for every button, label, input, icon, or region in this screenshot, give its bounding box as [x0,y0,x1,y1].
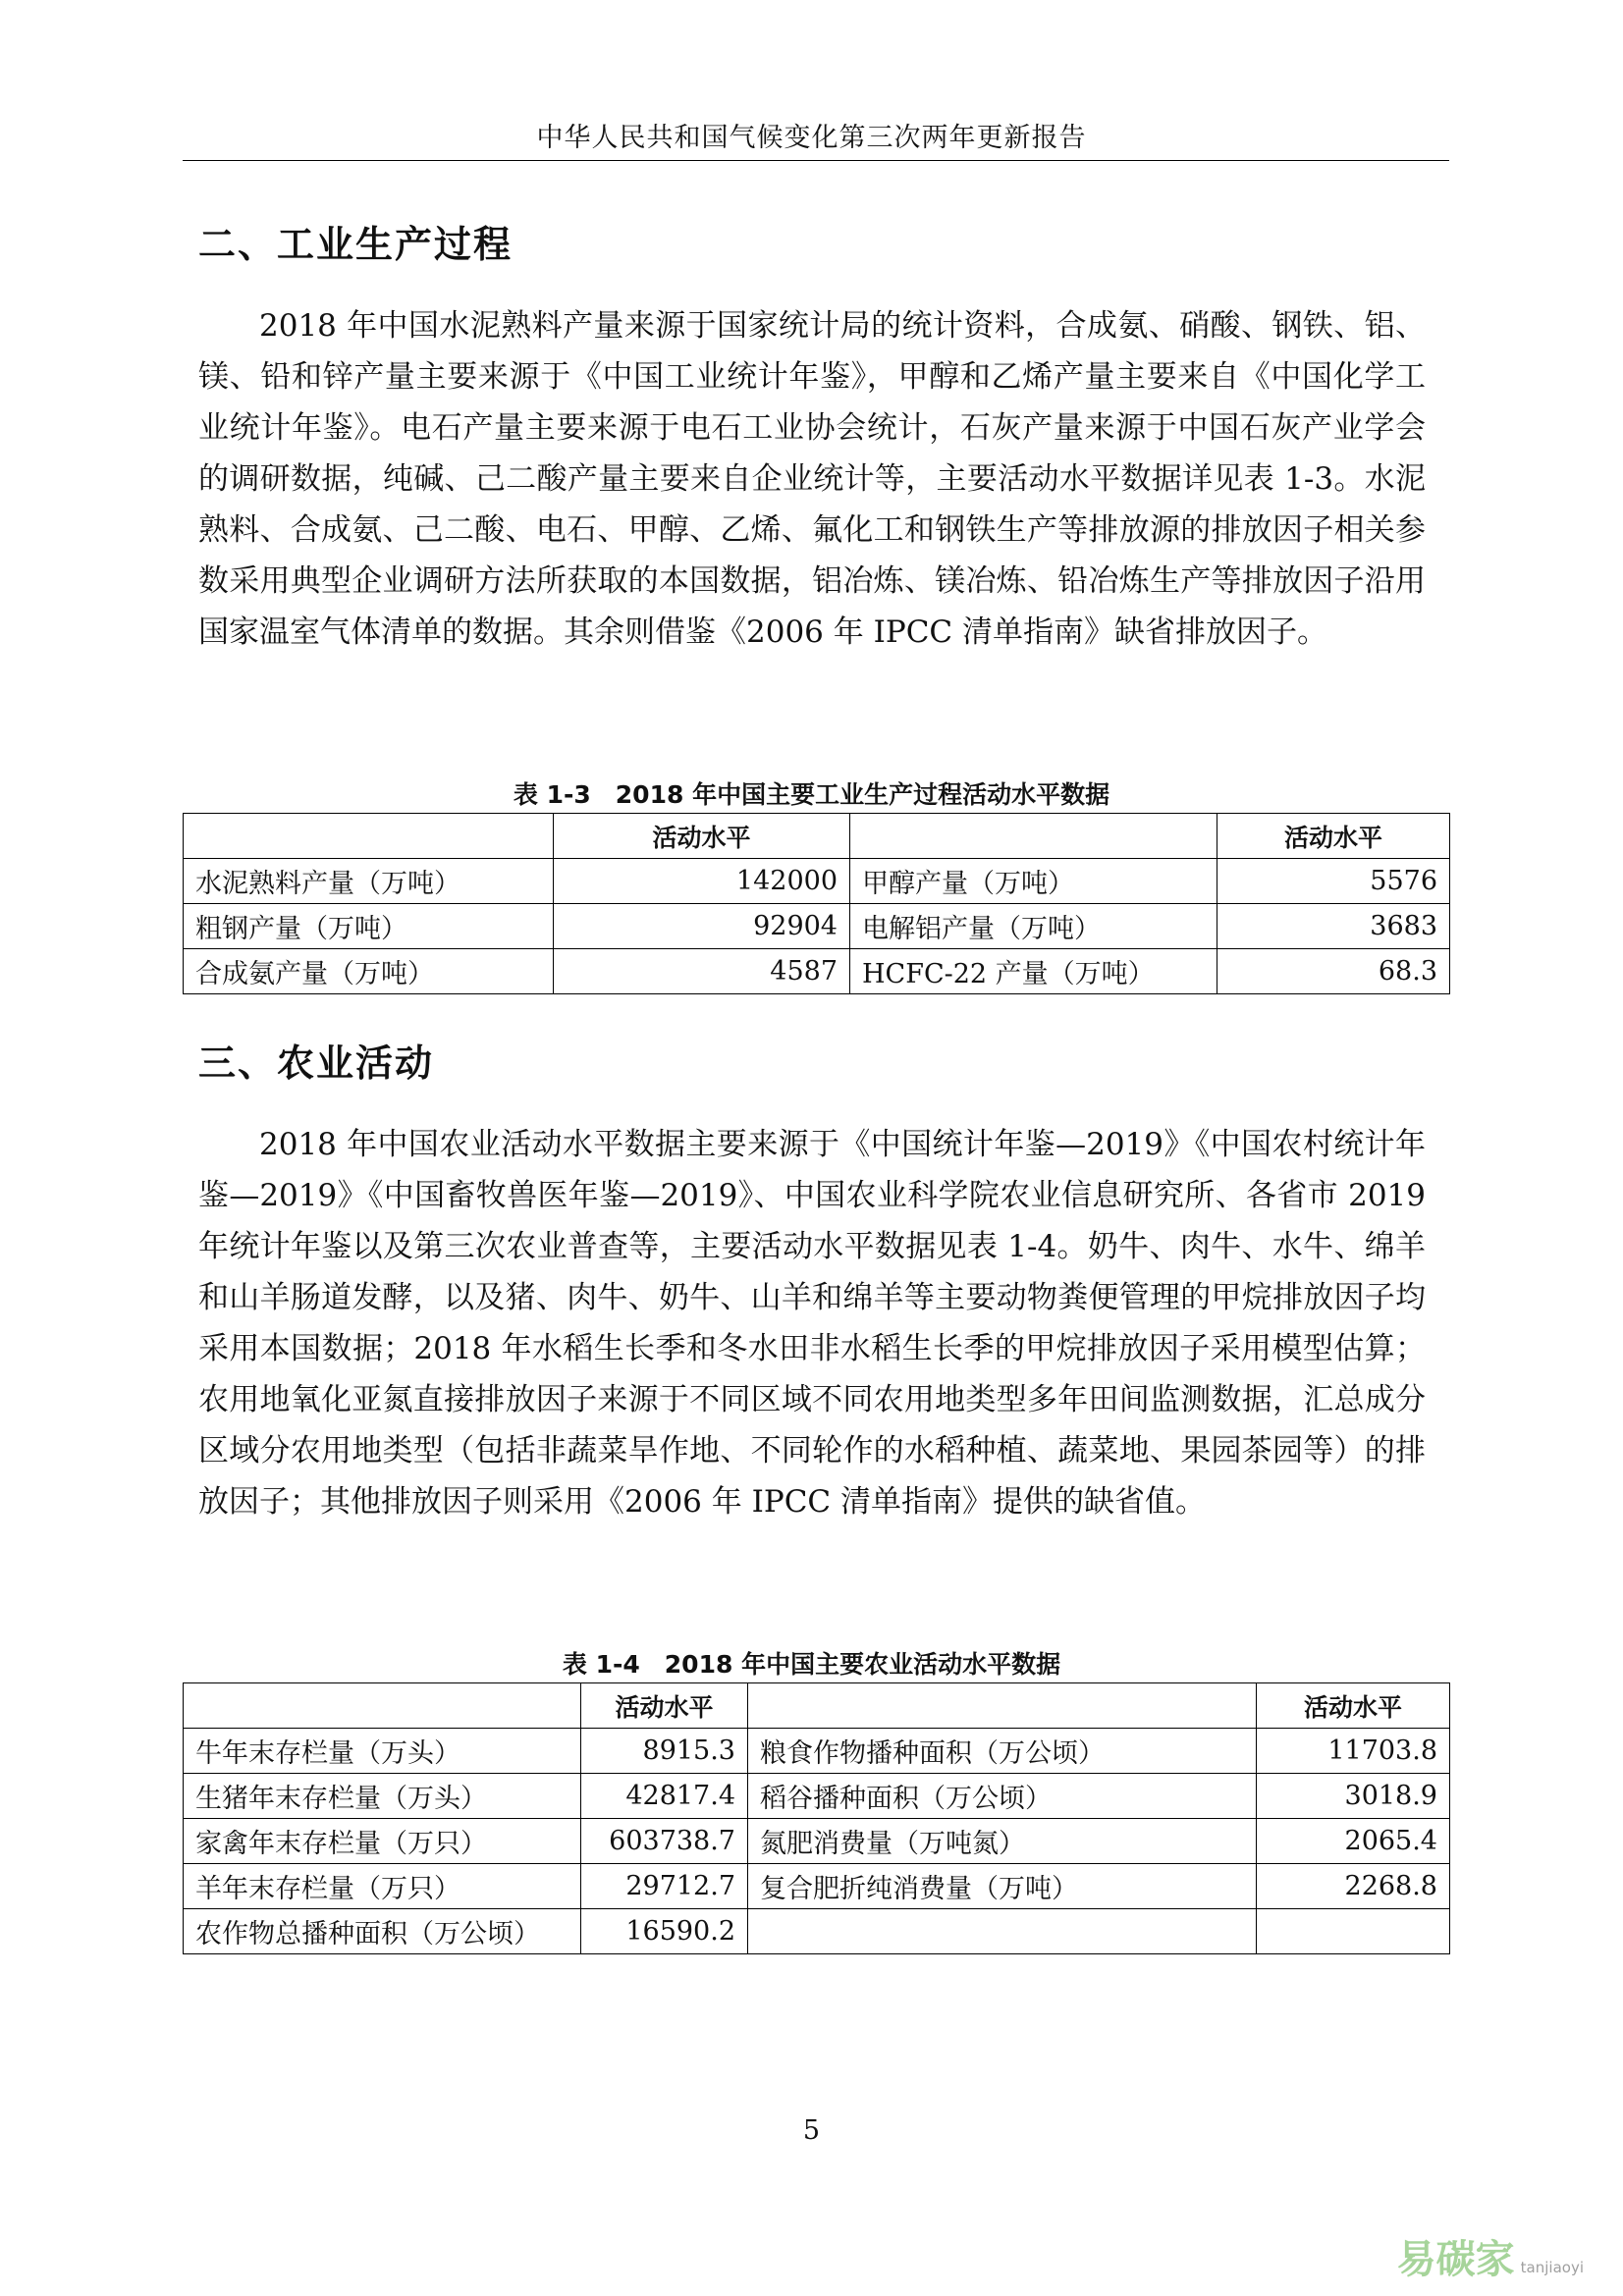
section-title-industry: 二、工业生产过程 [198,223,514,266]
section-title-agriculture: 三、农业活动 [198,1041,435,1085]
table-cell-value: 4587 [554,949,850,994]
table-1-3 [183,813,1450,994]
table-row [184,904,1450,949]
industry-paragraph-text: 2018 年中国水泥熟料产量来源于国家统计局的统计资料，合成氨、硝酸、钢铁、铝、镁、铅和锌产量主要来源于《中国工业统计年鉴》，甲醇和乙烯产量主要来自《中国化学工业统计年鉴》。电石产量主要来源于电石工业协会统计，石灰产量来源于中国石灰产业学会的调研数据，纯碱、己二酸产量主要来自企业统计等，主要活动水平数据详见表 1-3。水泥熟料、合成氨、己二酸、电石、甲醇、乙烯、氟化工和钢铁生产等排放源的排放因子相关参数采用典型企业调研方法所获取的本国数据，铝冶炼、镁冶炼、铅冶炼生产等排放因子沿用国家温室气体清单的数据。其余则借鉴《2006 年 IPCC 清单指南》缺省排放因子。 [198,308,1426,650]
table-header-empty [850,814,1217,859]
running-header: 中华人民共和国气候变化第三次两年更新报告 [536,123,1087,153]
table-cell-value: 29712.7 [581,1864,748,1909]
table-header-cell: 活动水平 [1257,1683,1450,1729]
table-cell-label: 水泥熟料产量（万吨） [184,859,554,904]
table-cell-value: 3018.9 [1257,1774,1450,1819]
table-cell-label: 家禽年末存栏量（万只） [184,1819,581,1864]
agriculture-paragraph-text: 2018 年中国农业活动水平数据主要来源于《中国统计年鉴—2019》《中国农村统计年鉴—2019》《中国畜牧兽医年鉴—2019》、中国农业科学院农业信息研究所、各省市 2019 年统计年鉴以及第三次农业普查等，主要活动水平数据见表 1-4。奶牛、肉牛、水牛、绵羊和山羊肠道发酵，以及猪、肉牛、奶牛、山羊和绵羊等主要动物粪便管理的甲烷排放因子均采用本国数据；2018 年水稻生长季和冬水田非水稻生长季的甲烷排放因子采用模型估算；农用地氧化亚氮直接排放因子来源于不同区域不同农用地类型多年田间监测数据，汇总成分区域分农用地类型（包括非蔬菜旱作地、不同轮作的水稻种植、蔬菜地、果园茶园等）的排放因子；其他排放因子则采用《2006 年 IPCC 清单指南》提供的缺省值。 [198,1127,1426,1520]
watermark-logo [1397,2228,1584,2284]
table-cell-label: 电解铝产量（万吨） [850,904,1217,949]
table-cell-value: 142000 [554,859,850,904]
table-1-4 [183,1682,1450,1954]
table-header-empty [748,1683,1257,1729]
table-cell-label: 甲醇产量（万吨） [850,859,1217,904]
header-rule [183,160,1449,161]
table-row [184,1729,1450,1774]
industry-paragraph [198,300,1426,658]
table-cell-value: 603738.7 [581,1819,748,1864]
table-cell-label: HCFC-22 产量（万吨） [850,949,1217,994]
table-header-empty [184,814,554,859]
table-cell-value: 3683 [1217,904,1450,949]
table-row [184,1774,1450,1819]
table-cell-value: 92904 [554,904,850,949]
table-cell-label: 粗钢产量（万吨） [184,904,554,949]
page-number: 5 [802,2115,821,2146]
watermark-text: 易碳家 [1396,2237,1515,2282]
table-cell-value: 2268.8 [1257,1864,1450,1909]
table-cell-label: 农作物总播种面积（万公顷） [184,1909,581,1954]
table-cell-label: 羊年末存栏量（万只） [184,1864,581,1909]
table-row [184,1819,1450,1864]
table-header-empty [184,1683,581,1729]
table-cell-value: 11703.8 [1257,1729,1450,1774]
agriculture-paragraph [198,1119,1426,1527]
table-header-cell: 活动水平 [554,814,850,859]
table-row [184,1909,1450,1954]
table-cell-label: 粮食作物播种面积（万公顷） [748,1729,1257,1774]
table-cell-value: 5576 [1217,859,1450,904]
table-cell-value: 16590.2 [581,1909,748,1954]
table-cell-label: 稻谷播种面积（万公顷） [748,1774,1257,1819]
table-row-header [184,814,1450,859]
table-cell-label: 合成氨产量（万吨） [184,949,554,994]
table-row [184,859,1450,904]
table-cell-value: 68.3 [1217,949,1450,994]
table-header-cell: 活动水平 [581,1683,748,1729]
table-cell-label: 氮肥消费量（万吨氮） [748,1819,1257,1864]
table-row [184,1864,1450,1909]
table-cell-label [748,1909,1257,1954]
table-header-cell: 活动水平 [1217,814,1450,859]
table-cell-value [1257,1909,1450,1954]
table-cell-label: 牛年末存栏量（万头） [184,1729,581,1774]
table-row [184,949,1450,994]
table-cell-label: 复合肥折纯消费量（万吨） [748,1864,1257,1909]
table-cell-value: 2065.4 [1257,1819,1450,1864]
table-cell-label: 生猪年末存栏量（万头） [184,1774,581,1819]
table-1-4-caption: 表 1-4 2018 年中国主要农业活动水平数据 [562,1650,1061,1679]
watermark-subtext: tanjiaoyi [1520,2259,1584,2276]
table-1-3-caption: 表 1-3 2018 年中国主要工业生产过程活动水平数据 [513,780,1110,809]
table-row-header [184,1683,1450,1729]
table-cell-value: 8915.3 [581,1729,748,1774]
table-cell-value: 42817.4 [581,1774,748,1819]
